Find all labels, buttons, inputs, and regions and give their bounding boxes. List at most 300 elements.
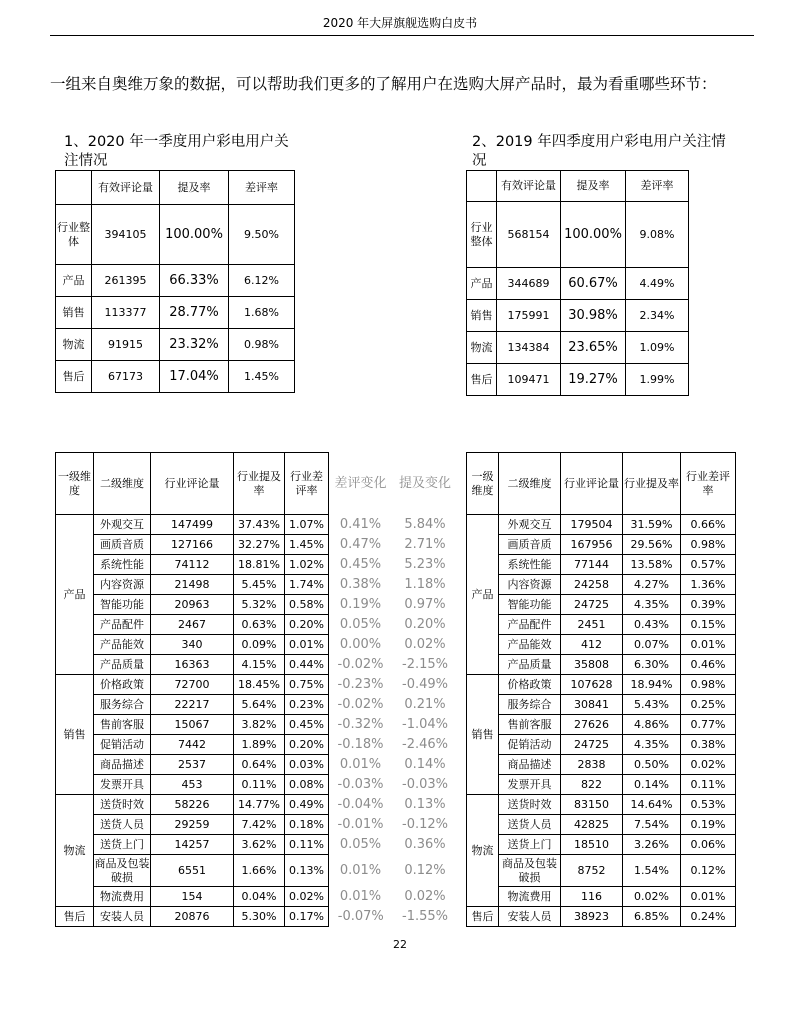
count-cell: 113377 [92, 297, 160, 329]
dimension-cell: 外观交互 [499, 515, 561, 535]
value-cell: 0.41% [339, 516, 382, 532]
value-cell: -2.15% [402, 656, 448, 672]
dimension-cell: 送货上门 [499, 835, 561, 855]
count-cell: 109471 [497, 364, 561, 396]
value-cell: 0.58% [285, 595, 329, 615]
value-cell: 30841 [561, 695, 623, 715]
value-cell: -0.01% [337, 816, 384, 832]
value-cell: 127166 [151, 535, 234, 555]
value-cell: 18510 [561, 835, 623, 855]
dimension-cell: 产品能效 [499, 635, 561, 655]
category-cell: 物流 [467, 332, 497, 364]
value-cell: 0.01% [339, 888, 382, 904]
value-cell: 31.59% [623, 515, 681, 535]
dimension-cell: 商品描述 [94, 755, 151, 775]
group-cell: 产品 [56, 515, 94, 675]
negative-rate-cell: 1.09% [626, 332, 689, 364]
rate-cell: 23.65% [561, 332, 626, 364]
value-cell: 5.43% [623, 695, 681, 715]
value-cell: 20876 [151, 907, 234, 927]
negative-rate-cell: 9.50% [229, 205, 295, 265]
value-cell: 0.14% [623, 775, 681, 795]
category-cell: 物流 [56, 329, 92, 361]
header-cell: 一级维度 [56, 453, 94, 515]
dimension-cell: 安装人员 [94, 907, 151, 927]
negative-rate-cell: 1.99% [626, 364, 689, 396]
value-cell: -0.32% [337, 716, 384, 732]
dimension-cell: 内容资源 [499, 575, 561, 595]
dimension-cell: 智能功能 [94, 595, 151, 615]
value-cell: 1.02% [285, 555, 329, 575]
value-cell: 14.77% [234, 795, 285, 815]
value-cell: 154 [151, 887, 234, 907]
negative-rate-cell: 9.08% [626, 202, 689, 268]
group-cell: 物流 [467, 795, 499, 907]
dimension-cell: 内容资源 [94, 575, 151, 595]
dimension-cell: 产品配件 [94, 615, 151, 635]
header-cell: 行业提及率 [623, 453, 681, 515]
value-cell: 0.13% [285, 855, 329, 887]
value-cell: 0.38% [681, 735, 736, 755]
value-cell: 0.07% [623, 635, 681, 655]
table-row [56, 655, 458, 675]
value-cell: 2537 [151, 755, 234, 775]
table-row [467, 815, 736, 835]
value-cell: 1.36% [681, 575, 736, 595]
value-cell: 167956 [561, 535, 623, 555]
header-cell: 差评变化 [334, 476, 387, 491]
table-row [467, 615, 736, 635]
dimension-cell: 售前客服 [94, 715, 151, 735]
count-cell: 67173 [92, 361, 160, 393]
rate-cell: 66.33% [160, 265, 229, 297]
value-cell: 16363 [151, 655, 234, 675]
value-cell: 18.45% [234, 675, 285, 695]
header-cell: 行业评论量 [151, 453, 234, 515]
table-row [56, 635, 458, 655]
category-cell: 产品 [467, 268, 497, 300]
negative-rate-cell: 2.34% [626, 300, 689, 332]
table-row [56, 575, 458, 595]
negative-rate-cell: 1.68% [229, 297, 295, 329]
value-cell: -0.23% [337, 676, 384, 692]
value-cell: -0.12% [402, 816, 448, 832]
rate-cell: 19.27% [561, 364, 626, 396]
table-row [467, 655, 736, 675]
value-cell: 179504 [561, 515, 623, 535]
table-row [467, 555, 736, 575]
table1-title: 1、2020 年一季度用户彩电用户关注情况 [64, 134, 289, 169]
table-row [467, 675, 736, 695]
dimension-cell: 价格政策 [94, 675, 151, 695]
table-row [467, 795, 736, 815]
value-cell: 20963 [151, 595, 234, 615]
value-cell: 1.66% [234, 855, 285, 887]
value-cell: 24258 [561, 575, 623, 595]
count-cell: 568154 [497, 202, 561, 268]
value-cell: 0.05% [339, 836, 382, 852]
value-cell: 0.06% [681, 835, 736, 855]
value-cell: 0.46% [681, 655, 736, 675]
value-cell: 35808 [561, 655, 623, 675]
value-cell: 0.47% [339, 536, 382, 552]
table-row [56, 361, 295, 393]
table-row [467, 775, 736, 795]
dimension-cell: 送货时效 [499, 795, 561, 815]
category-cell: 销售 [467, 300, 497, 332]
category-cell: 产品 [56, 265, 92, 297]
header-cell: 提及变化 [398, 476, 451, 491]
table-header-row [467, 453, 736, 515]
table-2020q1-detail [55, 452, 458, 927]
value-cell: 3.82% [234, 715, 285, 735]
value-cell: -0.03% [337, 776, 384, 792]
dimension-cell: 系统性能 [94, 555, 151, 575]
table-row [467, 300, 689, 332]
value-cell: 1.07% [285, 515, 329, 535]
value-cell: 72700 [151, 675, 234, 695]
dimension-cell: 系统性能 [499, 555, 561, 575]
value-cell: 0.64% [234, 755, 285, 775]
value-cell: 2467 [151, 615, 234, 635]
value-cell: 116 [561, 887, 623, 907]
group-cell: 售后 [467, 907, 499, 927]
value-cell: 0.19% [681, 815, 736, 835]
value-cell: 107628 [561, 675, 623, 695]
table-row [467, 332, 689, 364]
value-cell: 0.02% [681, 755, 736, 775]
header-cell [467, 171, 497, 202]
value-cell: -0.04% [337, 796, 384, 812]
dimension-cell: 安装人员 [499, 907, 561, 927]
value-cell: 0.09% [234, 635, 285, 655]
count-cell: 261395 [92, 265, 160, 297]
value-cell: 1.18% [404, 576, 446, 592]
table-header-row [56, 453, 458, 515]
value-cell: 0.25% [681, 695, 736, 715]
value-cell: 0.20% [404, 616, 446, 632]
table-row [56, 755, 458, 775]
category-cell: 售后 [467, 364, 497, 396]
category-cell: 行业整体 [467, 202, 497, 268]
table2-title: 2、2019 年四季度用户彩电用户关注情况 [472, 134, 726, 169]
rate-cell: 100.00% [561, 202, 626, 268]
table-row [56, 887, 458, 907]
header-cell: 一级维度 [467, 453, 499, 515]
value-cell: 0.38% [339, 576, 382, 592]
value-cell: -1.04% [402, 716, 448, 732]
table-row [467, 755, 736, 775]
value-cell: 0.01% [339, 862, 382, 878]
group-cell: 销售 [467, 675, 499, 795]
dimension-cell: 服务综合 [94, 695, 151, 715]
value-cell: 29259 [151, 815, 234, 835]
value-cell: 1.54% [623, 855, 681, 887]
table-row [467, 835, 736, 855]
value-cell: 0.12% [404, 862, 446, 878]
header-cell [56, 171, 92, 205]
table-row [467, 364, 689, 396]
group-cell: 物流 [56, 795, 94, 907]
table-row [467, 268, 689, 300]
value-cell: -0.18% [337, 736, 384, 752]
value-cell: 0.02% [285, 887, 329, 907]
rate-cell: 100.00% [160, 205, 229, 265]
header-cell: 行业差评率 [681, 453, 736, 515]
value-cell: 21498 [151, 575, 234, 595]
value-cell: 0.98% [681, 535, 736, 555]
value-cell: 0.13% [404, 796, 446, 812]
dimension-cell: 产品质量 [499, 655, 561, 675]
value-cell: 0.57% [681, 555, 736, 575]
table-header-row [467, 171, 689, 202]
header-rule [50, 35, 754, 36]
dimension-cell: 画质音质 [499, 535, 561, 555]
table-row [56, 675, 458, 695]
value-cell: 27626 [561, 715, 623, 735]
dimension-cell: 商品描述 [499, 755, 561, 775]
value-cell: 13.58% [623, 555, 681, 575]
value-cell: 3.26% [623, 835, 681, 855]
value-cell: 74112 [151, 555, 234, 575]
dimension-cell: 产品配件 [499, 615, 561, 635]
table-row [467, 575, 736, 595]
table-2020q1-overview [55, 170, 295, 393]
negative-rate-cell: 4.49% [626, 268, 689, 300]
value-cell: 5.32% [234, 595, 285, 615]
value-cell: 0.08% [285, 775, 329, 795]
value-cell: 4.35% [623, 595, 681, 615]
value-cell: 0.98% [681, 675, 736, 695]
dimension-cell: 送货时效 [94, 795, 151, 815]
value-cell: 4.86% [623, 715, 681, 735]
value-cell: 24725 [561, 595, 623, 615]
value-cell: 5.23% [404, 556, 446, 572]
value-cell: 0.18% [285, 815, 329, 835]
value-cell: 0.43% [623, 615, 681, 635]
dimension-cell: 商品及包装破损 [499, 855, 561, 887]
value-cell: -0.02% [337, 656, 384, 672]
group-cell: 产品 [467, 515, 499, 675]
table-row [467, 855, 736, 887]
header-cell: 行业提及率 [234, 453, 285, 515]
value-cell: 0.02% [623, 887, 681, 907]
table-row [56, 855, 458, 887]
value-cell: 0.77% [681, 715, 736, 735]
count-cell: 394105 [92, 205, 160, 265]
category-cell: 销售 [56, 297, 92, 329]
count-cell: 134384 [497, 332, 561, 364]
table-row [56, 815, 458, 835]
value-cell: 0.11% [234, 775, 285, 795]
value-cell: 0.11% [681, 775, 736, 795]
value-cell: 83150 [561, 795, 623, 815]
value-cell: 1.45% [285, 535, 329, 555]
table-row [56, 595, 458, 615]
table-2019q4-detail [466, 452, 736, 927]
value-cell: 0.20% [285, 735, 329, 755]
table-row [56, 615, 458, 635]
value-cell: 1.89% [234, 735, 285, 755]
table-row [56, 715, 458, 735]
category-cell: 行业整体 [56, 205, 92, 265]
value-cell: 0.21% [404, 696, 446, 712]
dimension-cell: 商品及包装破损 [94, 855, 151, 887]
value-cell: 0.11% [285, 835, 329, 855]
value-cell: -1.55% [402, 908, 448, 924]
table-row [467, 695, 736, 715]
value-cell: 0.00% [339, 636, 382, 652]
value-cell: 0.75% [285, 675, 329, 695]
value-cell: 0.63% [234, 615, 285, 635]
dimension-cell: 送货人员 [499, 815, 561, 835]
value-cell: 0.01% [681, 635, 736, 655]
value-cell: 0.39% [681, 595, 736, 615]
header-cell: 有效评论量 [497, 171, 561, 202]
rate-cell: 23.32% [160, 329, 229, 361]
rate-cell: 28.77% [160, 297, 229, 329]
value-cell: 4.27% [623, 575, 681, 595]
table-header-row [56, 171, 295, 205]
value-cell: 4.15% [234, 655, 285, 675]
group-cell: 售后 [56, 907, 94, 927]
rate-cell: 30.98% [561, 300, 626, 332]
header-cell: 差评率 [229, 171, 295, 205]
value-cell: 0.49% [285, 795, 329, 815]
dimension-cell: 送货人员 [94, 815, 151, 835]
header-cell: 行业差评率 [285, 453, 329, 515]
negative-rate-cell: 0.98% [229, 329, 295, 361]
value-cell: 14257 [151, 835, 234, 855]
header-cell: 二级维度 [499, 453, 561, 515]
value-cell: 5.84% [404, 516, 446, 532]
value-cell: 58226 [151, 795, 234, 815]
table-row [56, 297, 295, 329]
table-row [467, 202, 689, 268]
value-cell: 453 [151, 775, 234, 795]
table-row [56, 535, 458, 555]
value-cell: 0.03% [285, 755, 329, 775]
dimension-cell: 促销活动 [499, 735, 561, 755]
value-cell: -0.49% [402, 676, 448, 692]
dimension-cell: 产品能效 [94, 635, 151, 655]
dimension-cell: 发票开具 [499, 775, 561, 795]
value-cell: 0.45% [339, 556, 382, 572]
value-cell: 0.53% [681, 795, 736, 815]
value-cell: 2.71% [404, 536, 446, 552]
value-cell: 0.05% [339, 616, 382, 632]
table-row [467, 515, 736, 535]
table-row [56, 555, 458, 575]
value-cell: 0.23% [285, 695, 329, 715]
value-cell: 0.44% [285, 655, 329, 675]
table-row [56, 265, 295, 297]
table-row [56, 205, 295, 265]
table-body [56, 515, 458, 927]
table-row [56, 329, 295, 361]
value-cell: 4.35% [623, 735, 681, 755]
value-cell: 822 [561, 775, 623, 795]
header-cell: 提及率 [561, 171, 626, 202]
header-cell: 有效评论量 [92, 171, 160, 205]
value-cell: 0.45% [285, 715, 329, 735]
value-cell: -0.03% [402, 776, 448, 792]
value-cell: 6551 [151, 855, 234, 887]
value-cell: 0.01% [339, 756, 382, 772]
value-cell: 0.01% [681, 887, 736, 907]
value-cell: 412 [561, 635, 623, 655]
dimension-cell: 物流费用 [94, 887, 151, 907]
table-row [56, 735, 458, 755]
value-cell: 32.27% [234, 535, 285, 555]
value-cell: 0.14% [404, 756, 446, 772]
intro-paragraph: 一组来自奥维万象的数据，可以帮助我们更多的了解用户在选购大屏产品时，最为看重哪些环节： [50, 75, 717, 93]
dimension-cell: 促销活动 [94, 735, 151, 755]
value-cell: 18.81% [234, 555, 285, 575]
value-cell: 77144 [561, 555, 623, 575]
value-cell: 0.01% [285, 635, 329, 655]
dimension-cell: 外观交互 [94, 515, 151, 535]
negative-rate-cell: 6.12% [229, 265, 295, 297]
value-cell: 0.12% [681, 855, 736, 887]
value-cell: 3.62% [234, 835, 285, 855]
value-cell: 0.19% [339, 596, 382, 612]
dimension-cell: 价格政策 [499, 675, 561, 695]
value-cell: 2838 [561, 755, 623, 775]
value-cell: 2451 [561, 615, 623, 635]
table-row [467, 907, 736, 927]
table-row [467, 595, 736, 615]
value-cell: 37.43% [234, 515, 285, 535]
value-cell: 0.02% [404, 636, 446, 652]
value-cell: 5.30% [234, 907, 285, 927]
table-row [56, 775, 458, 795]
dimension-cell: 画质音质 [94, 535, 151, 555]
value-cell: 38923 [561, 907, 623, 927]
value-cell: -0.07% [337, 908, 384, 924]
dimension-cell: 服务综合 [499, 695, 561, 715]
value-cell: 6.30% [623, 655, 681, 675]
value-cell: -2.46% [402, 736, 448, 752]
rate-cell: 17.04% [160, 361, 229, 393]
table-row [467, 887, 736, 907]
value-cell: 0.66% [681, 515, 736, 535]
dimension-cell: 产品质量 [94, 655, 151, 675]
dimension-cell: 发票开具 [94, 775, 151, 795]
header-cell: 差评率 [626, 171, 689, 202]
value-cell: 147499 [151, 515, 234, 535]
value-cell: -0.02% [337, 696, 384, 712]
dimension-cell: 送货上门 [94, 835, 151, 855]
value-cell: 340 [151, 635, 234, 655]
value-cell: 22217 [151, 695, 234, 715]
table-row [467, 735, 736, 755]
running-header: 2020 年大屏旗舰选购白皮书 [322, 16, 478, 30]
rate-cell: 60.67% [561, 268, 626, 300]
value-cell: 18.94% [623, 675, 681, 695]
value-cell: 24725 [561, 735, 623, 755]
value-cell: 0.97% [404, 596, 446, 612]
table-2019q4-overview [466, 170, 689, 396]
value-cell: 8752 [561, 855, 623, 887]
table-row [467, 535, 736, 555]
table-row [56, 795, 458, 815]
header-cell: 二级维度 [94, 453, 151, 515]
header-cell: 提及率 [160, 171, 229, 205]
value-cell: 0.36% [404, 836, 446, 852]
value-cell: 15067 [151, 715, 234, 735]
table-row [467, 715, 736, 735]
